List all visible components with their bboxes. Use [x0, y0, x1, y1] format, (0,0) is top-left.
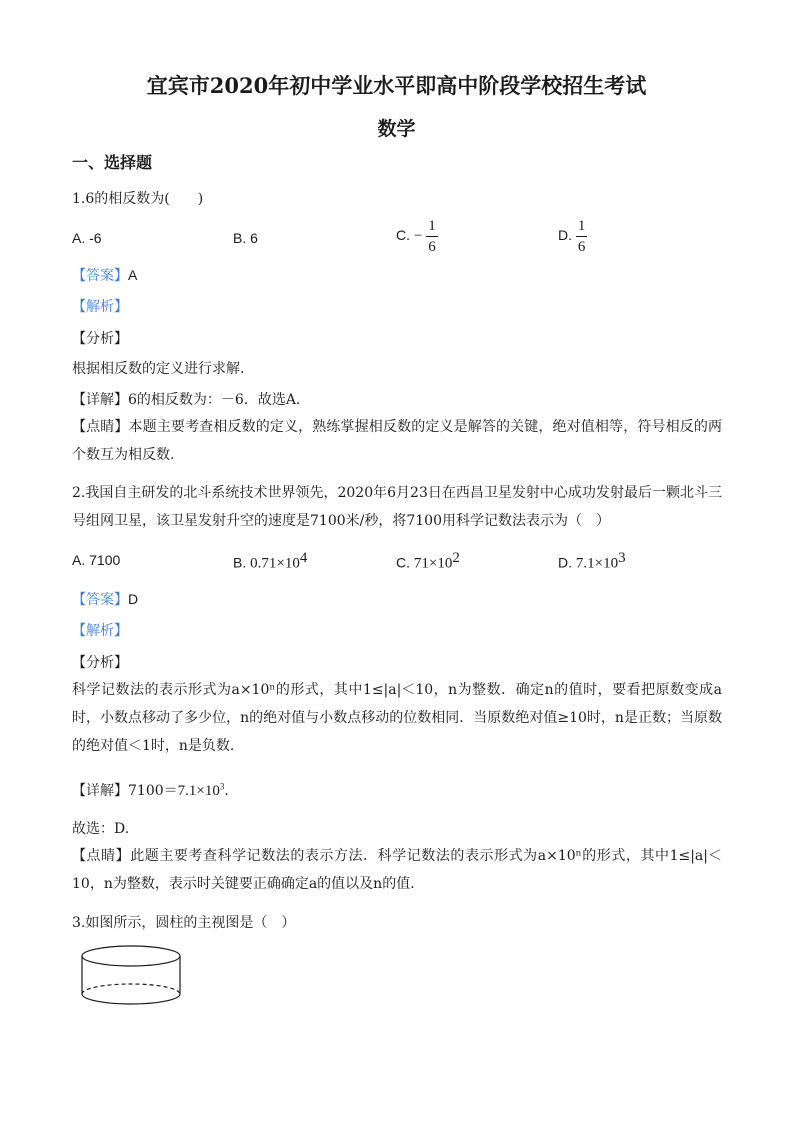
q1-comment: 【点睛】本题主要考查相反数的定义，熟练掌握相反数的定义是解答的关键，绝对值相等，符号相反的两个数互为相反数.	[72, 419, 722, 463]
q1-option-c-sign: −	[413, 228, 423, 245]
q1-analysis-tag: 【解析】	[72, 298, 128, 314]
q1-detail: 【详解】6的相反数为：－6．故选A.	[72, 392, 301, 408]
q1-option-d	[558, 216, 587, 257]
q2-option-d-exponent: 3	[618, 550, 626, 566]
q1-option-d-fraction	[576, 216, 588, 257]
q2-option-c-exponent: 2	[452, 550, 460, 566]
q2-detail-exponent: 3	[219, 781, 225, 792]
q2-option-c-base: 71×10	[413, 555, 453, 572]
q2-comment: 【点睛】此题主要考查科学记数法的表示方法．科学记数法的表示形式为a×10ⁿ的形式，其中1≤|a|＜10，n为整数，表示时关键要正确确定a的值以及n的值.	[72, 848, 722, 892]
cylinder-drawing	[78, 944, 188, 1010]
q2-fenxi-tag: 【分析】	[72, 655, 128, 671]
cylinder-figure	[78, 944, 188, 1014]
q2-option-b-exponent: 4	[299, 550, 308, 566]
q2-analysis-tag: 【解析】	[72, 622, 128, 638]
q2-option-b-base: 0.71×10	[250, 555, 300, 572]
cylinder-bottom-hidden-arc	[82, 984, 180, 994]
cylinder-top-ellipse	[82, 946, 180, 966]
q2-answer	[72, 589, 138, 609]
q2-detail-prefix: 【详解】7100＝	[72, 783, 178, 799]
q1-fenxi-text: 根据相反数的定义进行求解.	[72, 361, 245, 377]
q2-option-c	[396, 550, 460, 573]
q1-answer	[72, 265, 137, 285]
q2-stem: 2.我国自主研发的北斗系统技术世界领先，2020年6月23日在西昌卫星发射中心成功发射最后一颗北斗三号组网卫星，该卫星发射升空的速度是7100米/秒，将7100用科学记数法表示为（ ）	[72, 485, 722, 529]
q2-detail-suffix: .	[224, 783, 229, 799]
q1-option-a: A. -6	[72, 230, 102, 246]
q2-detail	[72, 780, 229, 800]
q2-option-d	[558, 550, 626, 573]
q2-option-a: A. 7100	[72, 552, 121, 568]
q2-fenxi-text: 科学记数法的表示形式为a×10ⁿ的形式，其中1≤|a|＜10，n为整数．确定n的值时，要看把原数变成a时，小数点移动了多少位，n的绝对值与小数点移动的位数相同．当原数绝对值≥10时，n是正数；当原数的绝对值＜1时，n是负数.	[72, 682, 722, 754]
q1-stem: 1.6的相反数为( )	[72, 191, 204, 207]
q1-option-d-label: D.	[558, 227, 572, 244]
q2-answer-tag: 【答案】	[72, 591, 128, 607]
q1-fenxi-tag: 【分析】	[72, 331, 128, 347]
q1-option-c-numerator: 1	[426, 216, 438, 237]
q3-stem: 3.如图所示，圆柱的主视图是（ ）	[72, 915, 296, 931]
q2-option-c-label: C.	[396, 554, 410, 571]
q1-option-d-numerator: 1	[576, 216, 588, 237]
q1-option-d-denominator: 6	[577, 239, 586, 255]
q1-option-c-label: C.	[396, 227, 410, 244]
q1-answer-tag: 【答案】	[72, 267, 128, 283]
q1-option-b: B. 6	[233, 230, 258, 246]
q1-option-c	[396, 216, 438, 257]
q2-option-b-label: B.	[233, 554, 247, 571]
q2-option-d-label: D.	[558, 554, 572, 571]
cylinder-bottom-front-arc	[82, 994, 180, 1004]
page-subtitle: 数学	[377, 118, 416, 140]
q2-answer-value: D	[128, 591, 139, 607]
q1-option-c-fraction	[426, 216, 438, 257]
section-heading: 一、选择题	[72, 153, 153, 172]
q2-option-d-base: 7.1×10	[575, 555, 619, 572]
q1-option-c-denominator: 6	[428, 239, 436, 255]
q2-option-b	[233, 550, 307, 573]
page-title: 宜宾市2020年初中学业水平即高中阶段学校招生考试	[146, 73, 647, 98]
q2-detail-base: 7.1×10	[177, 783, 220, 799]
q2-choose: 故选：D.	[72, 821, 130, 837]
q1-answer-value: A	[128, 267, 138, 283]
